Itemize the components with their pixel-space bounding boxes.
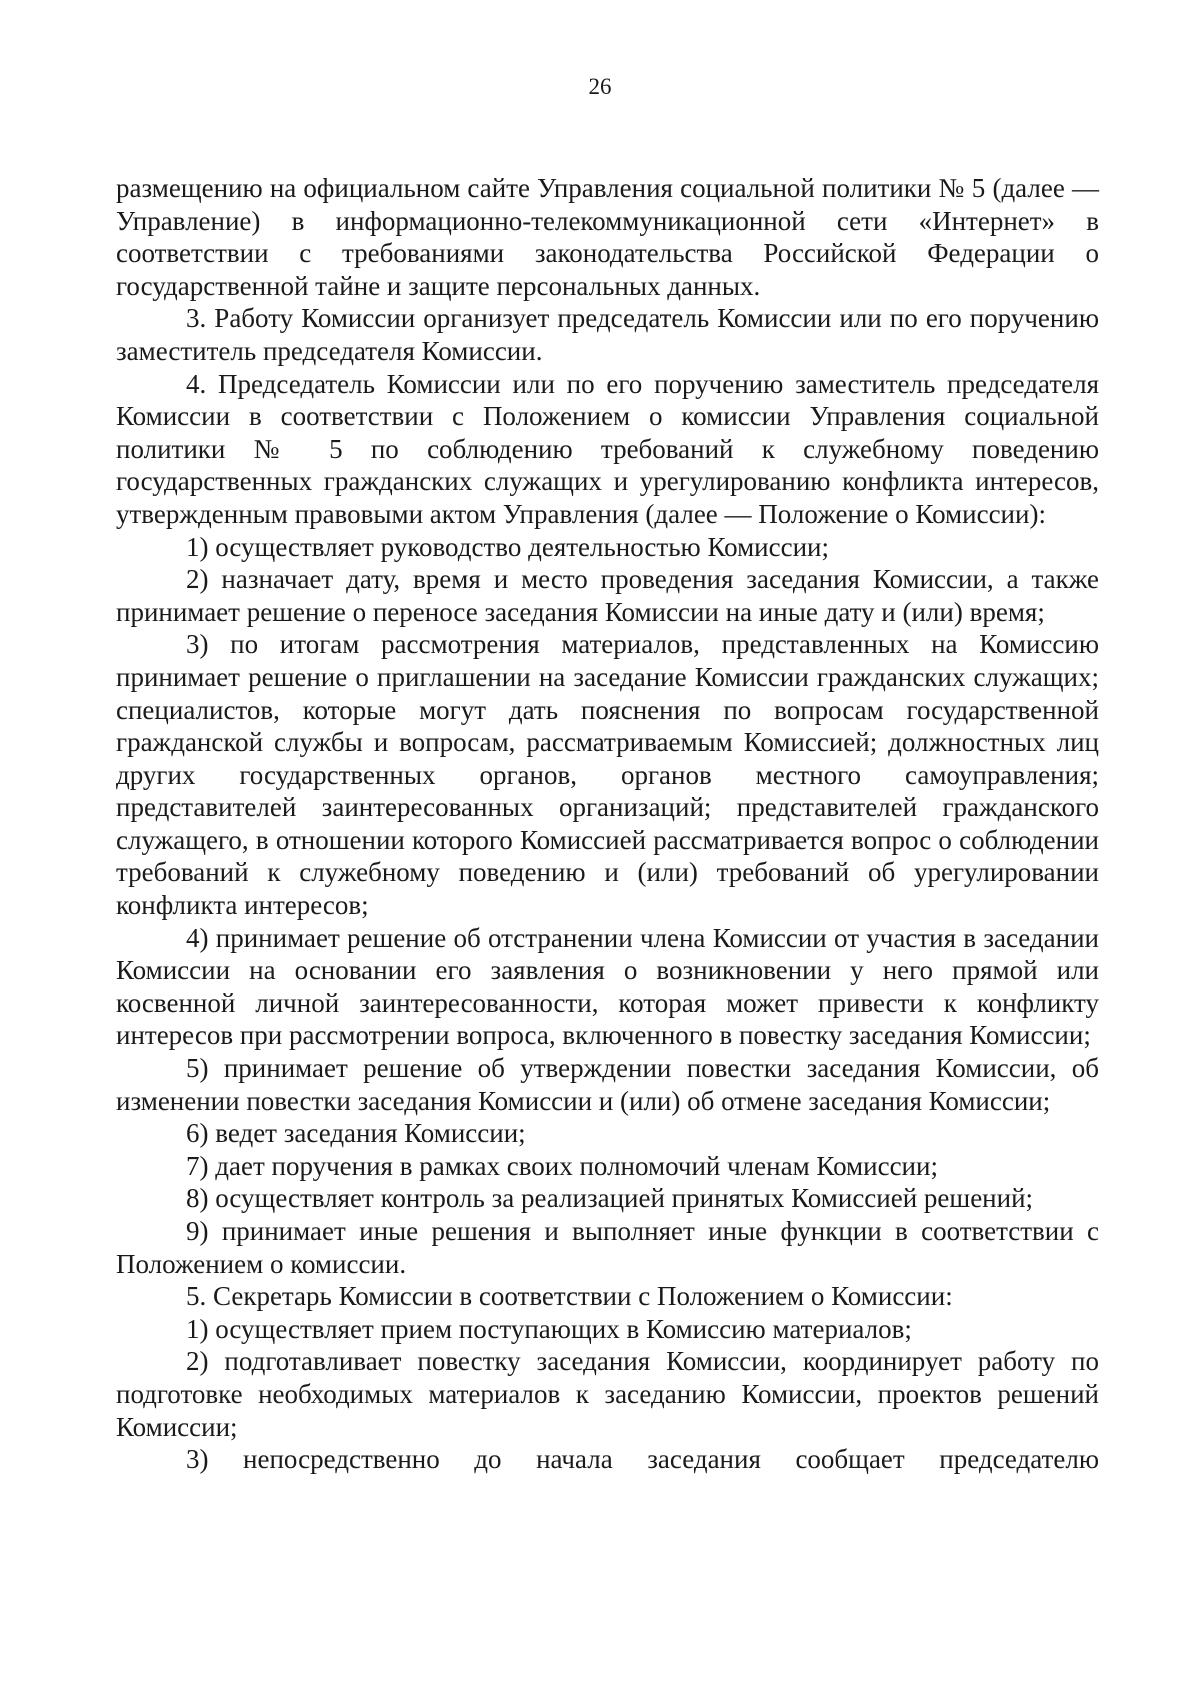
paragraph: 1) осуществляет руководство деятельностью Комиссии; <box>186 531 830 562</box>
paragraph: 2) подготавливает повестку заседания Комиссии, координирует работу по подготовке необходимых материалов к заседанию Комиссии, проектов решений Комиссии; <box>116 1346 1099 1442</box>
paragraph: 6) ведет заседания Комиссии; <box>186 1118 526 1149</box>
paragraph: 9) принимает иные решения и выполняет иные функции в соответствии с Положением о комиссии. <box>116 1216 1099 1279</box>
paragraph: 4) принимает решение об отстранении члена Комиссии от участия в заседании Комиссии на основании его заявления о возникновении у него прямой или косвенной личной заинтересованности, которая может привести к конфликту интересов при рассмотрении вопроса, включенного в повестку заседания Комиссии; <box>116 922 1099 1051</box>
paragraph: 5) принимает решение об утверждении повестки заседания Комиссии, об изменении повестки заседания Комиссии и (или) об отмене заседания Комиссии; <box>116 1053 1099 1116</box>
paragraph: 5. Секретарь Комиссии в соответствии с Положением о Комиссии: <box>186 1281 953 1312</box>
paragraph: 3. Работу Комиссии организует председатель Комиссии или по его поручению заместитель председателя Комиссии. <box>116 303 1099 366</box>
paragraph: 4. Председатель Комиссии или по его поручению заместитель председателя Комиссии в соответствии с Положением о комиссии Управления социальной политики № 5 по соблюдению требований к служебному поведению государственных гражданских служащих и урегулированию конфликта интересов, утвержденным правовыми актом Управления (далее — Положение о Комиссии): <box>116 368 1099 529</box>
paragraph: 3) по итогам рассмотрения материалов, представленных на Комиссию принимает решение о приглашении на заседание Комиссии гражданских служащих; специалистов, которые могут дать пояснения по вопросам государственной гражданской службы и вопросам, рассматриваемым Комиссией; должностных лиц других государственных органов, органов местного самоуправления; представителей заинтересованных организаций; представителей гражданского служащего, в отношении которого Комиссией рассматривается вопрос о соблюдении требований к служебному поведению и (или) требований об урегулировании конфликта интересов; <box>116 629 1099 921</box>
paragraph: 1) осуществляет прием поступающих в Комиссию материалов; <box>186 1313 912 1344</box>
paragraph: 2) назначает дату, время и место проведения заседания Комиссии, а также принимает решение о переносе заседания Комиссии на иные дату и (или) время; <box>116 564 1099 627</box>
page-number: 26 <box>588 74 612 99</box>
paragraph: 3) непосредственно до начала заседания сообщает председателю <box>186 1444 1099 1475</box>
paragraph: 7) дает поручения в рамках своих полномочий членам Комиссии; <box>186 1150 938 1181</box>
document-body <box>116 172 1099 1476</box>
paragraph: 8) осуществляет контроль за реализацией принятых Комиссией решений; <box>186 1183 1034 1214</box>
paragraph: размещению на официальном сайте Управления социальной политики № 5 (далее — Управление) в информационно-телекоммуникационной сети «Интернет» в соответствии с требованиями законодательства Российской Федерации о государственной тайне и защите персональных данных. <box>116 173 1099 301</box>
